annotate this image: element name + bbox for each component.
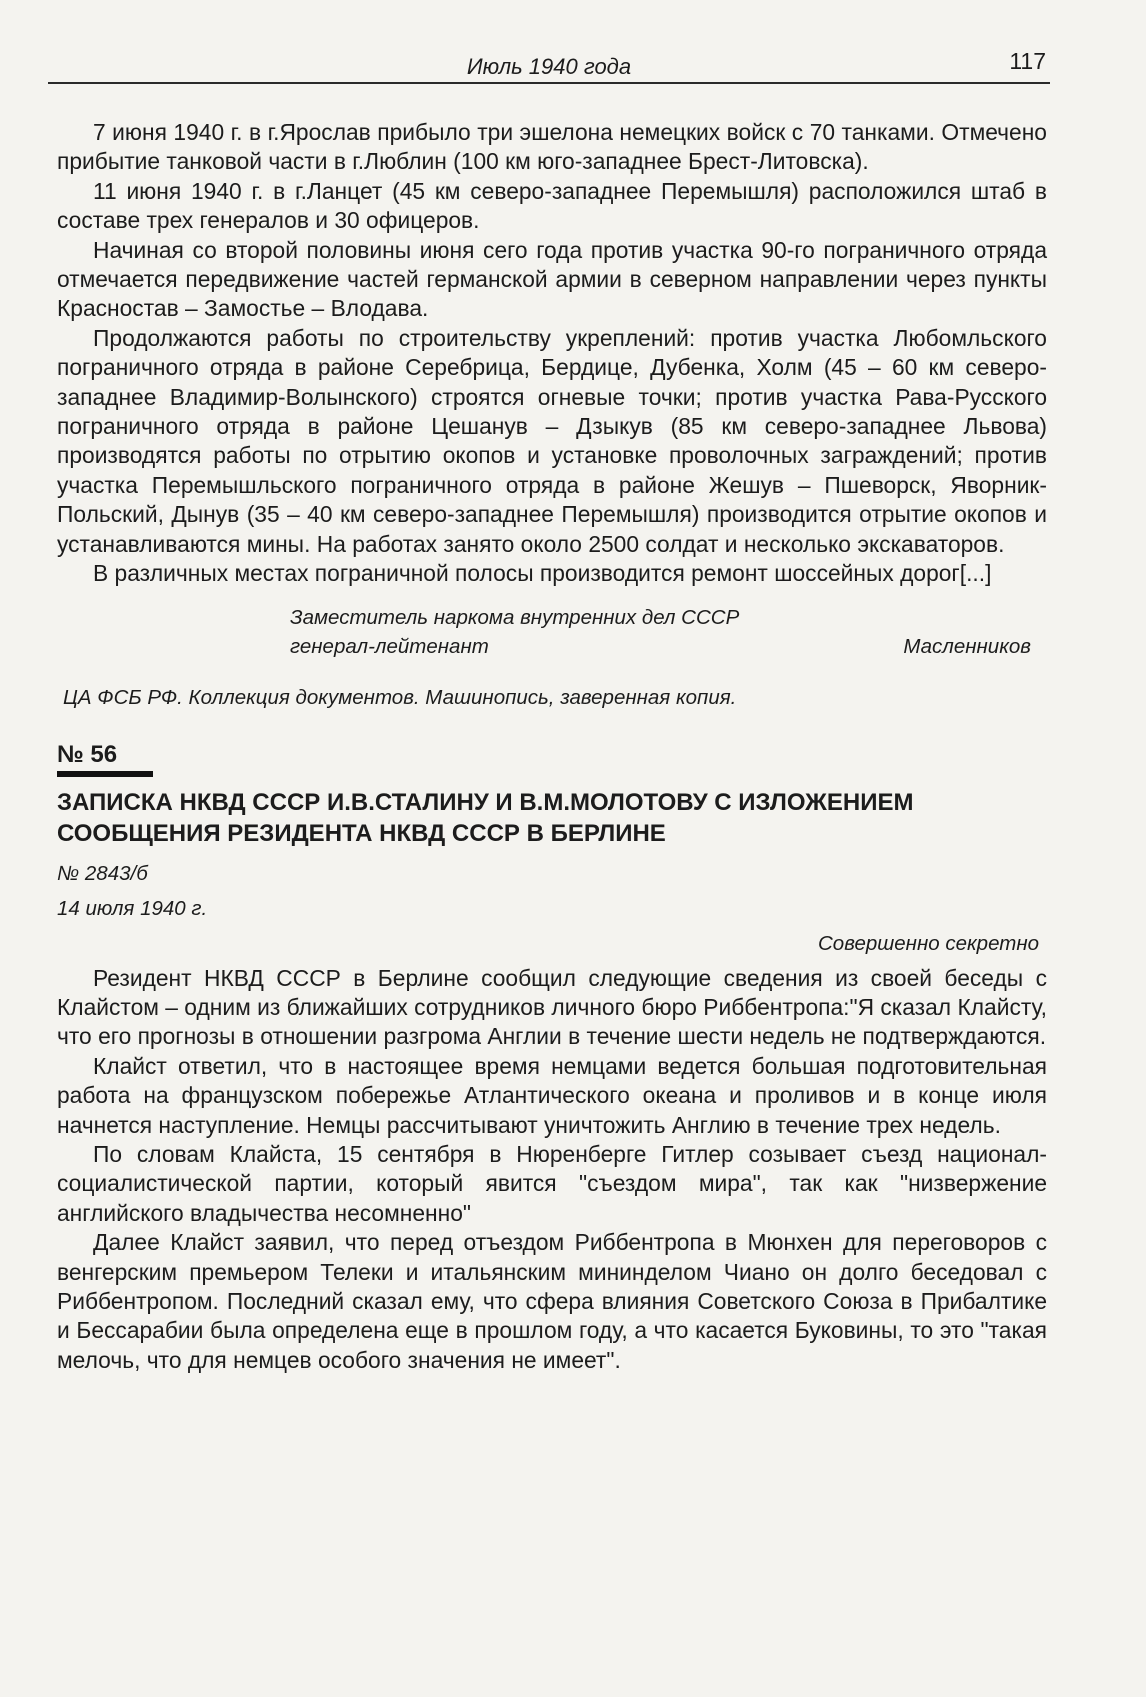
signatory-name: Масленников <box>903 634 1031 658</box>
paragraph: Резидент НКВД СССР в Берлине сообщил следующие сведения из своей беседы с Клайстом – одним из ближайших сотрудников личного бюро Риббентропа:"Я сказал Клайсту, что его прогнозы в отношении разгрома Англии в течение шести недель не подтверждаются. <box>57 964 1047 1050</box>
paragraph: Начиная со второй половины июня сего года против участка 90-го пограничного отряда отмечается передвижение частей германской армии в северном направлении через пункты Красностав – Замостье – Влодава. <box>57 236 1047 322</box>
document-title: ЗАПИСКА НКВД СССР И.В.СТАЛИНУ И В.М.МОЛОТОВУ С ИЗЛОЖЕНИЕМ СООБЩЕНИЯ РЕЗИДЕНТА НКВД СССР В БЕРЛИНЕ <box>57 788 914 847</box>
paragraph: По словам Клайста, 15 сентября в Нюренберге Гитлер созывает съезд национал-социалистической партии, который явится "съездом мира", так как "низвержение английского владычества несомненно" <box>57 1140 1047 1226</box>
paragraph: Далее Клайст заявил, что перед отъездом Риббентропа в Мюнхен для переговоров с венгерским премьером Телеки и итальянским мининделом Чиано он долго беседовал с Риббентропом. Последний сказал ему, что сфера влияния Советского Союза в Прибалтике и Бессарабии была определена еще в прошлом году, а что касается Буковины, то это "такая мелочь, что для немцев особого значения не имеет". <box>57 1229 1047 1373</box>
paragraph: 11 июня 1940 г. в г.Ланцет (45 км северо-западнее Перемышля) расположился штаб в составе трех генералов и 30 офицеров. <box>57 177 1047 234</box>
classification-mark: Совершенно секретно <box>818 931 1039 955</box>
document-date: 14 июля 1940 г. <box>57 896 208 920</box>
paragraph: Клайст ответил, что в настоящее время немцами ведется большая подготовительная работа на французском побережье Атлантического океана и проливов и в конце июля начнется наступление. Немцы рассчитывают уничтожить Англию в течение трех недель. <box>57 1052 1047 1138</box>
signatory-rank: генерал-лейтенант <box>290 634 489 658</box>
signature-block <box>57 603 1047 661</box>
signatory-position: Заместитель наркома внутренних дел СССР <box>290 605 740 629</box>
page-content <box>57 118 1047 1375</box>
page-number: 117 <box>1009 48 1046 74</box>
registration-number: № 2843/б <box>57 861 148 885</box>
document-number: № 56 <box>57 740 118 768</box>
paragraph: Продолжаются работы по строительству укреплений: против участка Любомльского пограничного отряда в районе Серебрица, Бердице, Дубенка, Холм (45 – 60 км северо-западнее Владимир-Волынского) строятся огневые точки; против участка Рава-Русского пограничного отряда в районе Цешанув – Дзыкув (85 км северо-западнее Львова) производятся работы по отрытию окопов и установке проволочных заграждений; против участка Перемышльского пограничного отряда в районе Жешув – Пшеворск, Яворник-Польский, Дынув (35 – 40 км северо-западнее Перемышля) производится отрытие окопов и устанавливаются мины. На работах занято около 2500 солдат и несколько экскаваторов. <box>57 324 1047 557</box>
signature-line-2 <box>57 632 1047 661</box>
paragraph: 7 июня 1940 г. в г.Ярослав прибыло три эшелона немецких войск с 70 танками. Отмечено прибытие танковой части в г.Люблин (100 км юго-западнее Брест-Литовска). <box>57 119 1047 175</box>
archive-source-note: ЦА ФСБ РФ. Коллекция документов. Машинопись, заверенная копия. <box>63 685 737 709</box>
running-header <box>48 48 1050 84</box>
signature-line-1 <box>57 603 1047 632</box>
document-number-rule <box>57 771 153 777</box>
paragraph: В различных местах пограничной полосы производится ремонт шоссейных дорог[...] <box>93 560 992 587</box>
running-title: Июль 1940 года <box>466 54 632 79</box>
